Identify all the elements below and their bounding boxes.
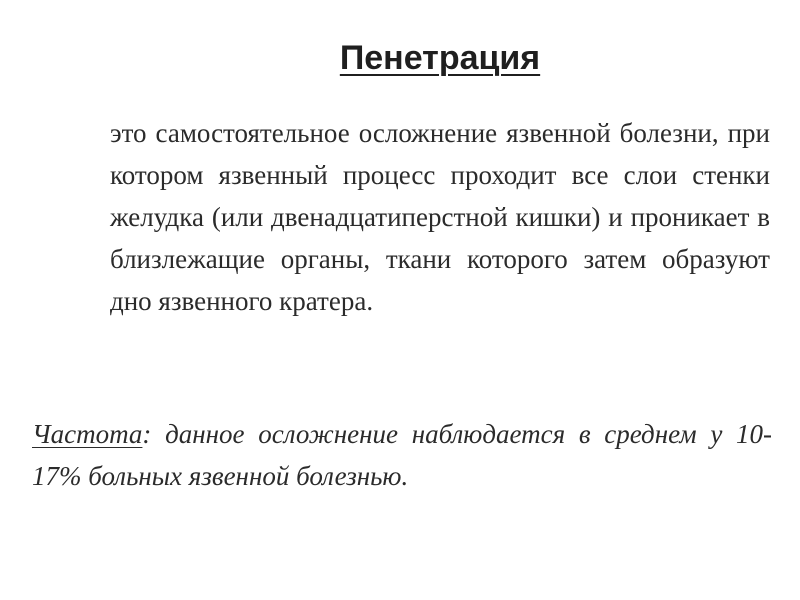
definition-paragraph: это самостоятельное осложнение язвенной болезни, при котором язвенный процесс проходит все слои стенки желудка (или двенадцатиперстной кишки) и проникает в близлежащие органы, ткани которого затем образуют дно язвенного кратера.	[110, 118, 770, 316]
frequency-text: : данное осложнение наблюдается в среднем у 10-17% больных язвенной болезнью.	[32, 419, 772, 491]
slide-title: Пенетрация	[339, 39, 541, 77]
frequency-paragraph	[32, 413, 772, 497]
frequency-label: Частота	[32, 419, 143, 449]
